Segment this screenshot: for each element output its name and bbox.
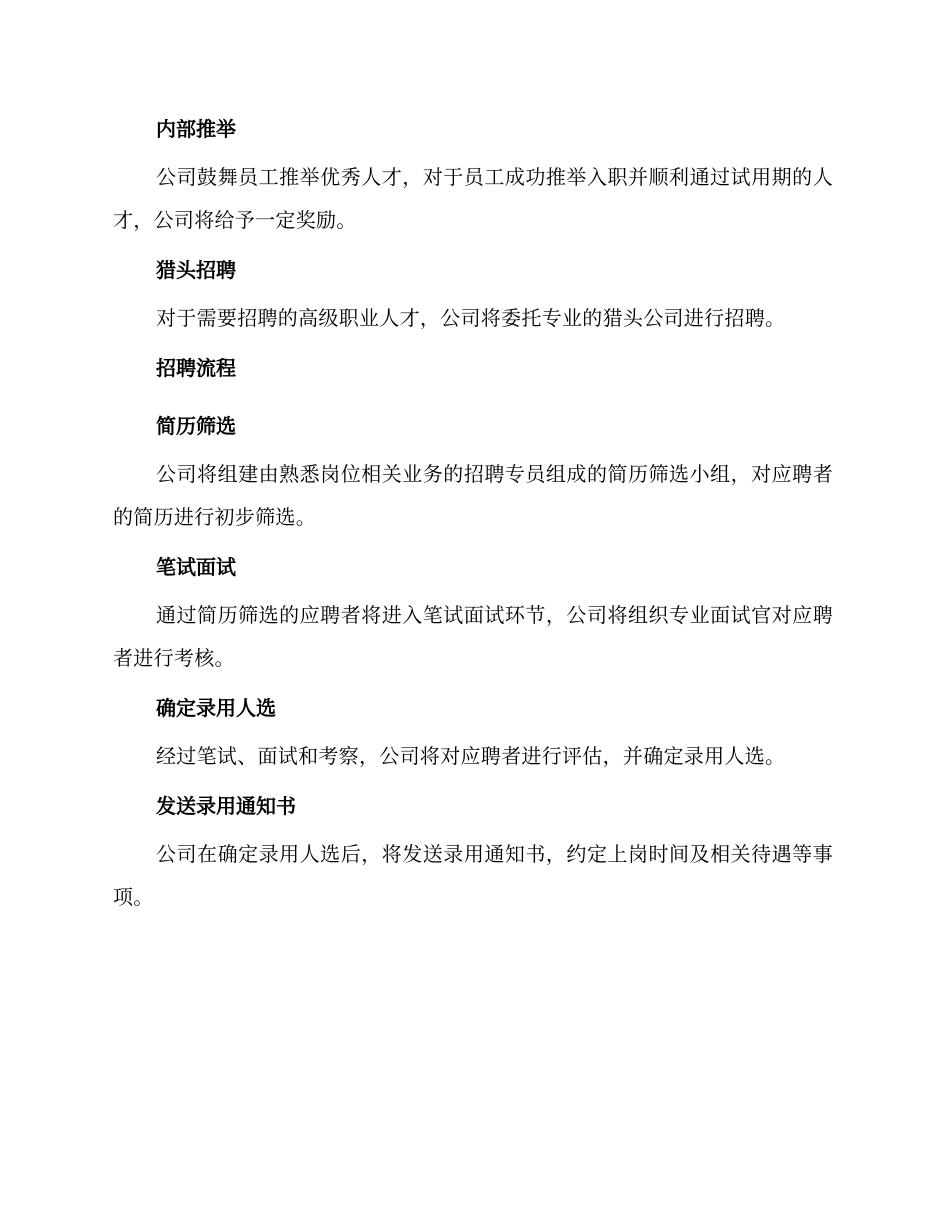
paragraph-resume-screening: 公司将组建由熟悉岗位相关业务的招聘专员组成的简历筛选小组，对应聘者的简历进行初步筛选。 [113,462,833,529]
heading-confirm-hire: 确定录用人选 [156,696,276,720]
heading-internal-referral: 内部推举 [156,117,236,141]
heading-resume-screening: 简历筛选 [156,414,236,438]
paragraph-offer-letter: 公司在确定录用人选后，将发送录用通知书，约定上岗时间及相关待遇等事项。 [113,842,833,909]
heading-recruitment-process: 招聘流程 [156,356,236,380]
document-body [113,113,833,919]
heading-offer-letter: 发送录用通知书 [156,794,296,818]
heading-written-interview: 笔试面试 [156,555,236,579]
paragraph-confirm-hire: 经过笔试、面试和考察，公司将对应聘者进行评估，并确定录用人选。 [156,744,786,768]
paragraph-internal-referral: 公司鼓舞员工推举优秀人才，对于员工成功推举入职并顺利通过试用期的人才，公司将给予一定奖励。 [113,165,833,232]
paragraph-written-interview: 通过简历筛选的应聘者将进入笔试面试环节，公司将组织专业面试官对应聘者进行考核。 [113,603,833,670]
paragraph-headhunting: 对于需要招聘的高级职业人才，公司将委托专业的猎头公司进行招聘。 [156,306,786,330]
heading-headhunting: 猎头招聘 [156,258,236,282]
